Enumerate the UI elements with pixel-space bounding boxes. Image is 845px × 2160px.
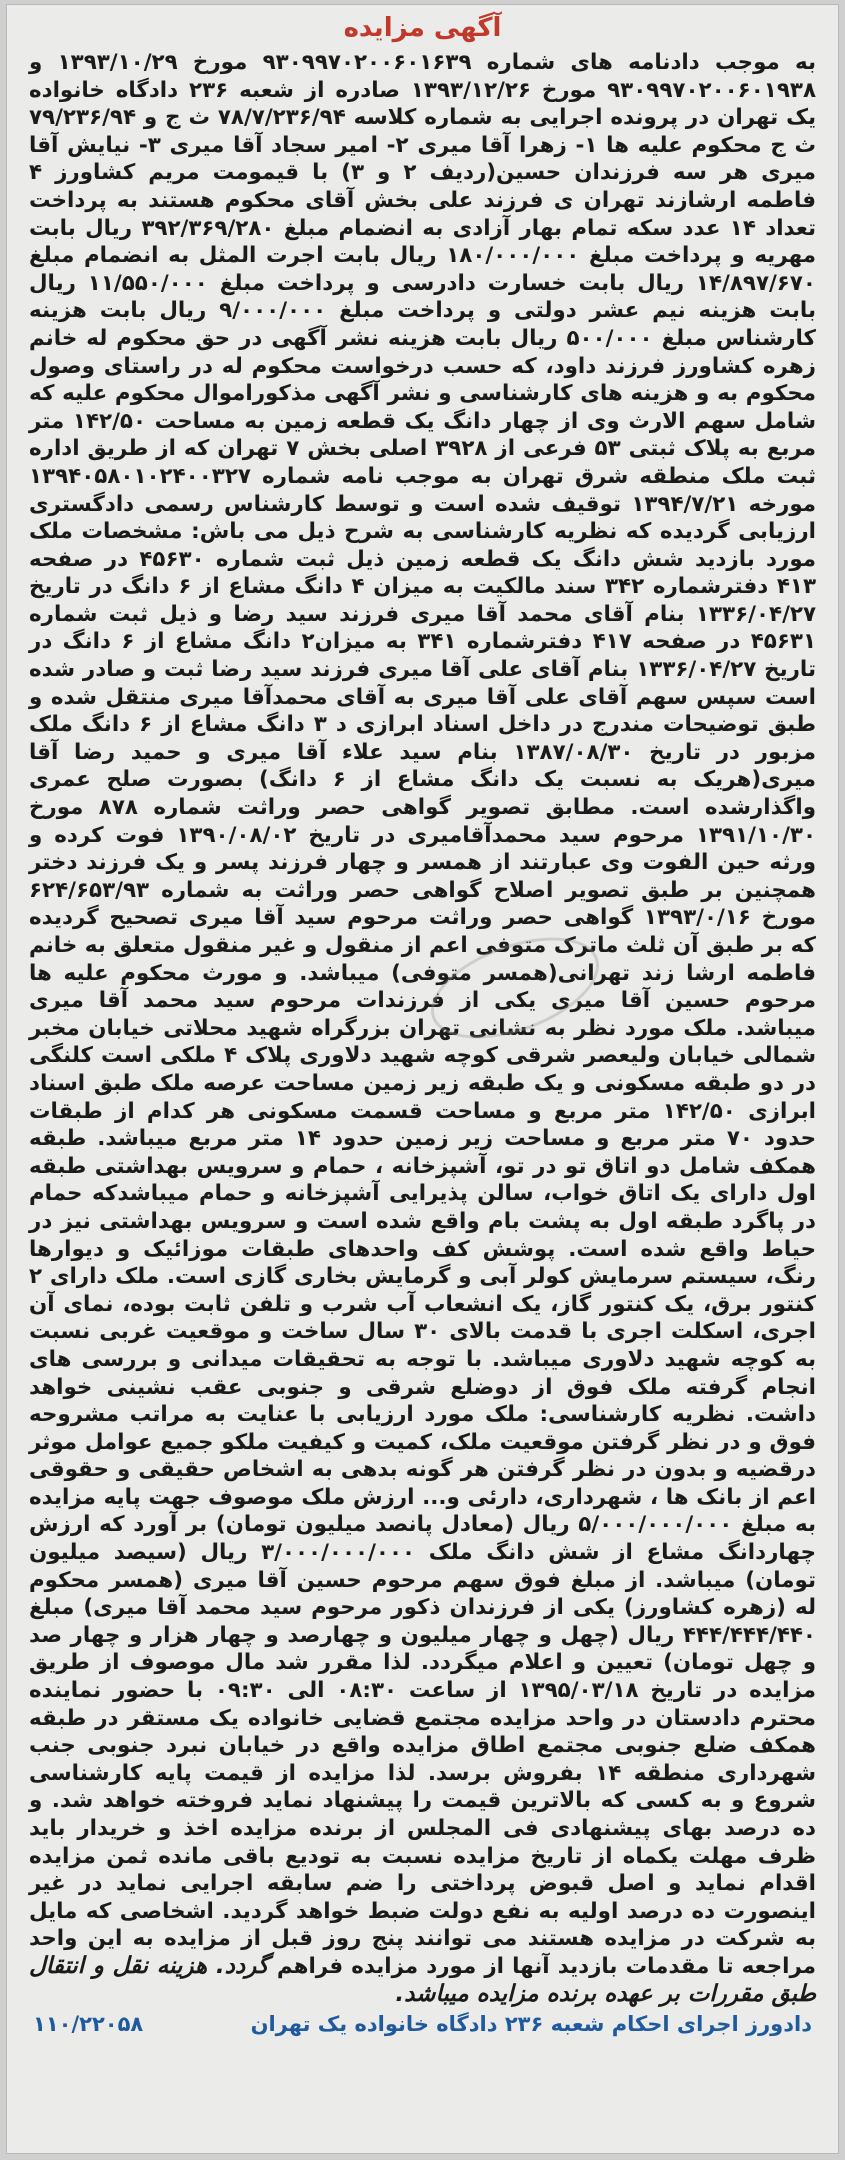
footer-signature: دادورز اجرای احکام شعبه ۲۳۶ دادگاه خانواده یک تهران	[250, 2012, 812, 2037]
newspaper-clipping	[6, 4, 839, 2154]
notice-body	[7, 49, 838, 2008]
footer-reference-number: ۱۱۰/۲۲۰۵۸	[33, 2012, 144, 2037]
notice-paragraph: به موجب دادنامه های شماره ۹۳۰۹۹۷۰۲۰۰۶۰۱۶۳۹ مورخ ۱۳۹۳/۱۰/۲۹ و ۹۳۰۹۹۷۰۲۰۰۶۰۱۹۳۸ مورخ ۱۳۹۳/۱۲/۲۶ صادره از شعبه ۲۳۶ دادگاه خانواده یک تهران در پرونده اجرایی به شماره کلاسه ۷۸/۷/۲۳۶/۹۴ ث ج و ۷۹/۲۳۶/۹۴ ث ج محکوم علیه ها ۱- زهرا آقا میری ۲- امیر سجاد آقا میری ۳- نیایش آقا میری هر سه فرزندان حسین(ردیف ۲ و ۳) با قیمومت مریم کشاورز ۴ فاطمه ارشازند تهران ی فرزند علی بخش آقای محکوم هستند به پرداخت تعداد ۱۴ عدد سکه تمام بهار آزادی به انضمام مبلغ ۳۹۲/۳۶۹/۲۸۰ ریال بابت مهریه و پرداخت مبلغ ۱۸۰/۰۰۰/۰۰۰ ریال بابت اجرت المثل به انضمام مبلغ ۱۴/۸۹۷/۶۷۰ ریال بابت خسارت دادرسی و پرداخت مبلغ ۱۱/۵۵۰/۰۰۰ ریال بابت هزینه نیم عشر دولتی و پرداخت مبلغ ۹/۰۰۰/۰۰۰ ریال بابت هزینه کارشناس مبلغ ۵۰۰/۰۰۰ ریال بابت هزینه نشر آگهی در حق محکوم له خانم زهره کشاورز فرزند داود، که حسب درخواست محکوم له در راستای وصول محکوم به و هزینه های کارشناسی و نشر آگهی مذکوراموال محکوم علیه که شامل سهم الارث وی از چهار دانگ یک قطعه زمین به مساحت ۱۴۲/۵۰ متر مربع به پلاک ثبتی ۵۳ فرعی از ۳۹۲۸ اصلی بخش ۷ تهران که از طریق اداره ثبت ملک منطقه شرق تهران به موجب نامه شماره ۱۳۹۴۰۵۸۰۱۰۲۴۰۰۳۲۷ مورخه ۱۳۹۴/۷/۲۱ توقیف شده است و توسط کارشناس رسمی دادگستری ارزیابی گردیده که نظریه کارشناسی به شرح ذیل می باش: مشخصات ملک مورد بازدید شش دانگ یک قطعه زمین ذیل ثبت شماره ۴۵۶۳۰ در صفحه ۴۱۳ دفترشماره ۳۴۲ سند مالکیت به میزان ۴ دانگ مشاع از ۶ دانگ در تاریخ ۱۳۳۶/۰۴/۲۷ بنام آقای محمد آقا میری فرزند سید رضا و ذیل ثبت شماره ۴۵۶۳۱ در صفحه ۴۱۷ دفترشماره ۳۴۱ به میزان۲ دانگ مشاع از ۶ دانگ در تاریخ ۱۳۳۶/۰۴/۲۷ بنام آقای علی آقا میری فرزند سید رضا ثبت و صادر شده است سپس سهم آقای علی آقا میری به آقای محمدآقا میری منتقل شده و طبق توضیحات مندرج در داخل اسناد ابرازی د ۳ دانگ مشاع از ۶ دانگ ملک مزبور در تاریخ ۱۳۸۷/۰۸/۳۰ بنام سید علاء آقا میری و حمید رضا آقا میری(هریک به نسبت یک دانگ مشاع از ۶ دانگ) بصورت صلح عمری واگذارشده است. مطابق تصویر گواهی حصر وراثت شماره ۸۷۸ مورخ ۱۳۹۱/۱۰/۳۰ مرحوم سید محمدآقامیری در تاریخ ۱۳۹۰/۰۸/۰۲ فوت کرده و ورثه حین الفوت وی عبارتند از همسر و چهار فرزند پسر و یک فرزند دختر همچنین بر طبق تصویر اصلاح گواهی حصر وراثت به شماره ۶۲۴/۶۵۳/۹۳ مورخ ۱۳۹۳/۰/۱۶ گواهی حصر وراثت مرحوم سید آقا میری تصحیح گردیده که بر طبق آن ثلث ماترک متوفی اعم از منقول و غیر منقول متعلق به خانم فاطمه ارشا زند تهرانی(همسر متوفی) میباشد. و مورث محکوم علیه ها مرحوم حسین آقا میری یکی از فرزندات مرحوم سید محمد آقا میری میباشد. ملک مورد نظر به نشانی تهران بزرگراه شهید محلاتی خیابان مخبر شمالی خیابان ولیعصر شرقی کوچه شهید دلاوری پلاک ۴ ملکی است کلنگی در دو طبقه مسکونی و یک طبقه زیر زمین مساحت عرصه ملک طبق اسناد ابرازی ۱۴۲/۵۰ متر مربع و مساحت قسمت مسکونی هر کدام از طبقات حدود ۷۰ متر مربع و مساحت زیر زمین حدود ۱۴ متر مربع میباشد. طبقه همکف شامل دو اتاق تو در تو، آشپزخانه ، حمام و سرویس بهداشتی طبقه اول دارای یک اتاق خواب، سالن پذیرایی آشپزخانه و حمام میباشدکه حمام در پاگرد طبقه اول به پشت بام واقع شده است و سرویس بهداشتی نیز در حیاط واقع شده است. پوشش کف واحدهای طبقات موزائیک و دیوارها رنگ، سیستم سرمایش کولر آبی و گرمایش بخاری گازی است. ملک دارای ۲ کنتور برق، یک کنتور گاز، یک انشعاب آب شرب و تلفن ثابت بوده، نمای آن اجری، اسکلت اجری با قدمت بالای ۳۰ سال ساخت و موقعیت غربی نسبت به کوچه شهید دلاوری میباشد. با توجه به تحقیقات میدانی و بررسی های انجام گرفته ملک فوق از دوضلع شرقی و جنوبی عقب نشینی خواهد داشت. نظریه کارشناسی: ملک مورد ارزیابی با عنایت به مراتب مشروحه فوق و در نظر گرفتن موقعیت ملک، کمیت و کیفیت ملکو جمیع عوامل موثر درقضیه و بدون در نظر گرفتن هر گونه بدهی به اشخاص حقیقی و حقوقی اعم از بانک ها ، شهرداری، دارئی و... ارزش ملک موصوف جهت پایه مزایده به مبلغ ۵/۰۰۰/۰۰۰/۰۰۰ ریال (معادل پانصد میلیون تومان) بر آورد که ارزش چهاردانگ مشاع از شش دانگ ملک ۳/۰۰۰/۰۰۰/۰۰۰ ریال (سیصد میلیون تومان) میباشد. از مبلغ فوق سهم مرحوم حسین آقا میری (همسر محکوم له (زهره کشاورز) یکی از فرزندان ذکور مرحوم سید محمد آقا میری) مبلغ ۴۴۴/۴۴۴/۴۴۰ ریال (چهل و چهار میلیون و چهارصد و چهار هزار و چهار صد و چهل تومان) تعیین و اعلام میگردد. لذا مقرر شد مال موصوف از طریق مزایده در تاریخ ۱۳۹۵/۰۳/۱۸ از ساعت ۰۸:۳۰ الی ۰۹:۳۰ با حضور نماینده محترم دادستان در واحد مزایده مجتمع قضایی خانواده یک مستقر در طبقه همکف ضلع جنوبی مجتمع اطاق مزایده واقع در خیابان نبرد جنوبی جنب شهرداری منطقه ۱۴ بفروش برسد. لذا مزایده از قیمت پایه کارشناسی شروع و به کسی که بالاترین قیمت را پیشنهاد نماید فروخته خواهد شد. و ده درصد بهای پیشنهادی فی المجلس از برنده مزایده اخذ و خریدار باید ظرف مهلت یکماه از تاریخ مزایده نسبت به تودیع باقی مانده ثمن مزایده اقدام نماید و اصل قبوض پرداختی را ضم سابقه اجرایی نماید در غیر اینصورت ده درصد اولیه به نفع دولت ضبط خواهد گردید. اشخاصی که مایل به شرکت در مزایده هستند می توانند پنج روز قبل از مزایده به این واحد مراجعه تا مقدمات بازدید آنها از مورد مزایده فراهم	[29, 50, 817, 1979]
notice-footer	[7, 2012, 838, 2036]
notice-title: آگهی مزایده	[343, 13, 502, 43]
notice-emphasis: گردد. هزینه نقل و انتقال طبق مقررات بر عهده برنده مزایده میباشد.	[29, 1952, 816, 2007]
